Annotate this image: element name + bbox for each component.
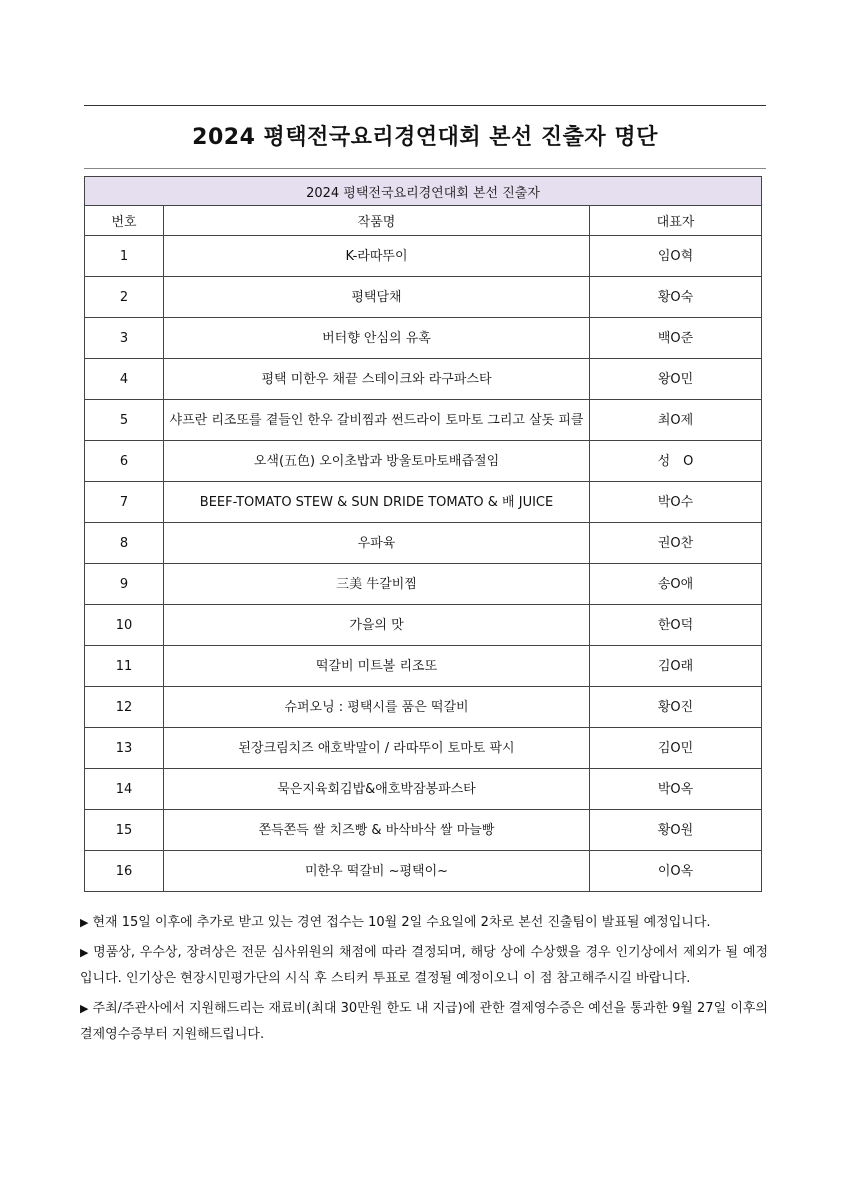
row-dish: 샤프란 리조또를 곁들인 한우 갈비찜과 썬드라이 토마토 그리고 살돗 피클 — [164, 400, 590, 441]
row-number: 13 — [85, 728, 164, 769]
row-representative: 황O숙 — [590, 277, 762, 318]
row-dish: K-라따뚜이 — [164, 236, 590, 277]
finalists-table — [84, 176, 762, 892]
row-dish: 버터향 안심의 유혹 — [164, 318, 590, 359]
row-number: 4 — [85, 359, 164, 400]
row-number: 7 — [85, 482, 164, 523]
row-representative: 박O수 — [590, 482, 762, 523]
row-dish: 된장크림치즈 애호박말이 / 라따뚜이 토마토 팍시 — [164, 728, 590, 769]
row-number: 5 — [85, 400, 164, 441]
row-representative: 김O민 — [590, 728, 762, 769]
header-number: 번호 — [85, 206, 164, 236]
table-row — [85, 851, 762, 892]
table-row — [85, 318, 762, 359]
table-row — [85, 564, 762, 605]
row-dish: 三美 牛갈비찜 — [164, 564, 590, 605]
row-number: 6 — [85, 441, 164, 482]
row-dish: 가을의 맛 — [164, 605, 590, 646]
title-underline — [84, 168, 766, 169]
table-row — [85, 236, 762, 277]
row-number: 16 — [85, 851, 164, 892]
note-text: 명품상, 우수상, 장려상은 전문 심사위원의 채점에 따라 결정되며, 해당 상에 수상했을 경우 인기상에서 제외가 될 예정입니다. 인기상은 현장시민평가단의 시식 후 스티커 투표로 결정될 예정이오니 이 점 참고해주시길 바랍니다. — [80, 945, 769, 986]
triangle-bullet-icon: ▶ — [80, 1002, 89, 1015]
table-row — [85, 441, 762, 482]
row-number: 11 — [85, 646, 164, 687]
row-dish: 쫀득쫀득 쌀 치즈빵 & 바삭바삭 쌀 마늘빵 — [164, 810, 590, 851]
row-representative: 한O덕 — [590, 605, 762, 646]
row-dish: 떡갈비 미트볼 리조또 — [164, 646, 590, 687]
row-representative: 황O진 — [590, 687, 762, 728]
table-row — [85, 646, 762, 687]
triangle-bullet-icon: ▶ — [80, 946, 90, 959]
row-dish: 평택 미한우 채끝 스테이크와 라구파스타 — [164, 359, 590, 400]
table-row — [85, 769, 762, 810]
row-representative: 송O애 — [590, 564, 762, 605]
note-text: 현재 15일 이후에 추가로 받고 있는 경연 접수는 10월 2일 수요일에 2차로 본선 진출팀이 발표될 예정입니다. — [92, 915, 711, 930]
notes-section — [80, 910, 768, 1052]
table-row — [85, 810, 762, 851]
note-text: 주최/주관사에서 지원해드리는 재료비(최대 30만원 한도 내 지급)에 관한 결제영수증은 예선을 통과한 9월 27일 이후의 결제영수증부터 지원해드립니다. — [80, 1001, 768, 1042]
row-dish: 평택담채 — [164, 277, 590, 318]
row-representative: 최O제 — [590, 400, 762, 441]
row-representative: 이O옥 — [590, 851, 762, 892]
note-item — [80, 940, 768, 992]
row-dish: 우파육 — [164, 523, 590, 564]
page-title: 2024 평택전국요리경연대회 본선 진출자 명단 — [192, 125, 658, 150]
row-dish: 미한우 떡갈비 ~평택이~ — [164, 851, 590, 892]
top-rule — [84, 105, 766, 106]
row-dish: 오색(五色) 오이초밥과 방울토마토배즙절임 — [164, 441, 590, 482]
row-number: 15 — [85, 810, 164, 851]
row-number: 10 — [85, 605, 164, 646]
row-number: 9 — [85, 564, 164, 605]
row-number: 2 — [85, 277, 164, 318]
row-representative: 김O래 — [590, 646, 762, 687]
note-item — [80, 910, 768, 936]
table-row — [85, 687, 762, 728]
note-item — [80, 996, 768, 1048]
row-dish: 슈퍼오닝 : 평택시를 품은 떡갈비 — [164, 687, 590, 728]
row-representative: 임O혁 — [590, 236, 762, 277]
table-row — [85, 277, 762, 318]
row-number: 1 — [85, 236, 164, 277]
row-number: 3 — [85, 318, 164, 359]
row-dish: BEEF-TOMATO STEW & SUN DRIDE TOMATO & 배 JUICE — [164, 482, 590, 523]
table-row — [85, 482, 762, 523]
row-representative: 성 O — [590, 441, 762, 482]
row-representative: 권O찬 — [590, 523, 762, 564]
row-representative: 박O옥 — [590, 769, 762, 810]
table-row — [85, 605, 762, 646]
row-number: 12 — [85, 687, 164, 728]
row-representative: 황O원 — [590, 810, 762, 851]
header-dish: 작품명 — [164, 206, 590, 236]
triangle-bullet-icon: ▶ — [80, 916, 89, 929]
row-representative: 왕O민 — [590, 359, 762, 400]
table-row — [85, 400, 762, 441]
table-row — [85, 728, 762, 769]
row-representative: 백O준 — [590, 318, 762, 359]
table-row — [85, 359, 762, 400]
table-caption: 2024 평택전국요리경연대회 본선 진출자 — [85, 177, 762, 206]
row-dish: 묵은지육회김밥&애호박잠봉파스타 — [164, 769, 590, 810]
row-number: 8 — [85, 523, 164, 564]
row-number: 14 — [85, 769, 164, 810]
header-representative: 대표자 — [590, 206, 762, 236]
table-row — [85, 523, 762, 564]
